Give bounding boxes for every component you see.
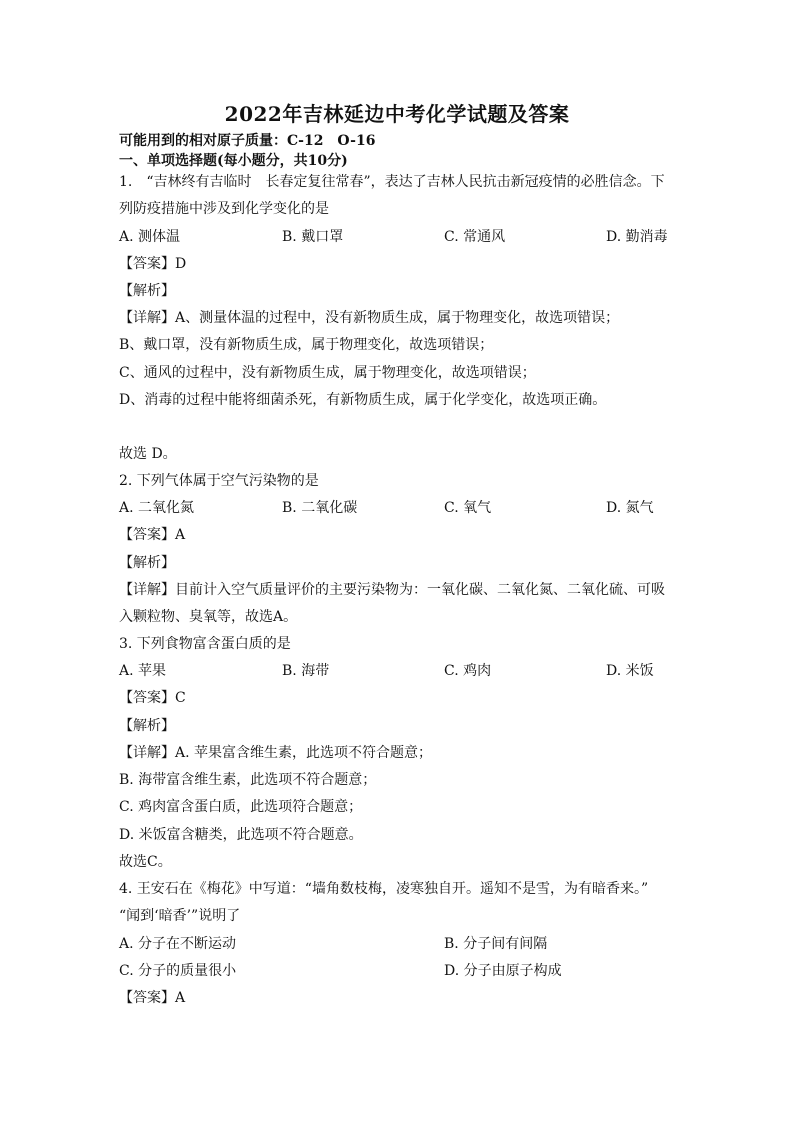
atomic-mass-note: 可能用到的相对原子质量：C-12 O-16 <box>119 133 376 149</box>
q1-detail-line1 <box>119 309 619 327</box>
q2-detail-label: 【详解】 <box>119 582 175 598</box>
q2-option-d: D. 氮气 <box>606 500 654 516</box>
q1-option-a: A. 测体温 <box>119 229 181 245</box>
q2-option-b: B. 二氧化碳 <box>282 500 358 516</box>
q1-option-d: D. 勤消毒 <box>606 229 668 245</box>
q1-analysis-label: 【解析】 <box>119 283 175 299</box>
q1-conclusion: 故选 D。 <box>119 446 177 462</box>
q1-detail-line4: D、消毒的过程中能将细菌杀死，有新物质生成，属于化学变化，故选项正确。 <box>119 392 607 408</box>
q3-option-a: A. 苹果 <box>119 663 167 679</box>
q3-option-d: D. 米饭 <box>606 663 654 679</box>
q3-detail-line1 <box>119 744 432 762</box>
q3-detail-first: A. 苹果富含维生素，此选项不符合题意； <box>175 745 433 761</box>
q3-detail-label: 【详解】 <box>119 745 175 761</box>
q1-detail-line2: B、戴口罩，没有新物质生成，属于物理变化，故选项错误； <box>119 337 494 353</box>
q4-answer: 【答案】A <box>119 990 186 1006</box>
q3-detail-line2: B. 海带富含维生素，此选项不符合题意； <box>119 772 377 788</box>
q2-option-a: A. 二氧化氮 <box>119 500 195 516</box>
q2-option-c: C. 氧气 <box>444 500 492 516</box>
q3-stem: 3. 下列食物富含蛋白质的是 <box>119 636 291 652</box>
q1-answer: 【答案】D <box>119 256 187 272</box>
q3-analysis-label: 【解析】 <box>119 718 175 734</box>
q3-detail-line4: D. 米饭富含糖类，此选项不符合题意。 <box>119 827 363 843</box>
q4-option-c: C. 分子的质量很小 <box>119 963 237 979</box>
q3-detail-line3: C. 鸡肉富含蛋白质，此选项符合题意； <box>119 799 363 815</box>
q1-detail-first: A、测量体温的过程中，没有新物质生成，属于物理变化，故选项错误； <box>175 310 620 326</box>
q2-detail-line2: 入颗粒物、臭氧等，故选A。 <box>119 609 298 625</box>
q1-detail-line3: C、通风的过程中，没有新物质生成，属于物理变化，故选项错误； <box>119 365 536 381</box>
q1-stem-line2: 列防疫措施中涉及到化学变化的是 <box>119 201 329 217</box>
q1-detail-label: 【详解】 <box>119 310 175 326</box>
q2-analysis-label: 【解析】 <box>119 555 175 571</box>
q3-option-c: C. 鸡肉 <box>444 663 492 679</box>
q4-option-a: A. 分子在不断运动 <box>119 936 237 952</box>
q4-stem-line2: “闻到‘暗香’”说明了 <box>119 908 241 924</box>
q3-conclusion: 故选C。 <box>119 854 172 870</box>
q4-option-b: B. 分子间有间隔 <box>444 936 548 952</box>
q2-detail-first: 目前计入空气质量评价的主要污染物为：一氧化碳、二氧化氮、二氧化硫、可吸 <box>175 582 665 598</box>
q1-option-c: C. 常通风 <box>444 229 506 245</box>
q1-option-b: B. 戴口罩 <box>282 229 344 245</box>
q1-stem-line1: 1. “吉林终有吉临时 长春定复往常春”，表达了吉林人民抗击新冠疫情的必胜信念。下 <box>119 174 665 190</box>
q4-stem-line1: 4. 王安石在《梅花》中写道：“墙角数枝梅，凌寒独自开。遥知不是雪，为有暗香来。” <box>119 881 649 897</box>
q3-answer: 【答案】C <box>119 690 186 706</box>
document-title: 2022年吉林延边中考化学试题及答案 <box>224 102 570 126</box>
q2-answer: 【答案】A <box>119 527 186 543</box>
section-heading: 一、单项选择题(每小题分，共10分) <box>119 153 348 169</box>
q4-option-d: D. 分子由原子构成 <box>444 963 562 979</box>
q3-option-b: B. 海带 <box>282 663 330 679</box>
q2-stem: 2. 下列气体属于空气污染物的是 <box>119 473 319 489</box>
q2-detail-line1 <box>119 581 665 599</box>
